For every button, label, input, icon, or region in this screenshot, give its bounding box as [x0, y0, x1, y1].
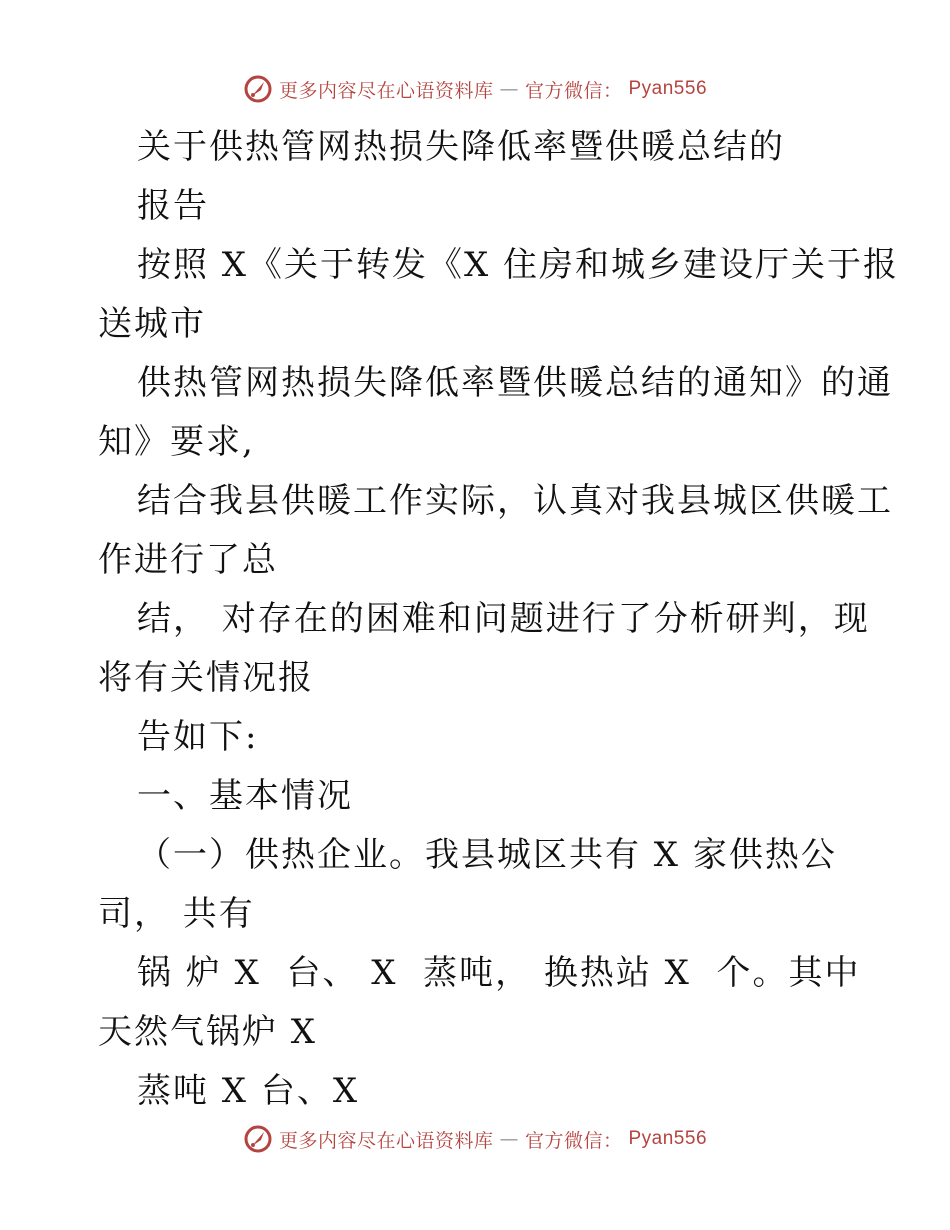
paragraph-line: 蒸吨 X 台、X [137, 1071, 360, 1111]
document-title-line-1: 关于供热管网热损失降低率暨供暖总结的 [137, 127, 785, 167]
paragraph-line: 供热管网热损失降低率暨供暖总结的通知》的通 [137, 363, 893, 403]
quill-circle-icon [243, 1124, 273, 1154]
paragraph-line: 结合我县供暖工作实际，认真对我县城区供暖工 [137, 481, 893, 521]
document-title-line-2: 报告 [137, 186, 209, 226]
watermark-suffix: 官方微信： [524, 1129, 623, 1152]
paragraph-line: 天然气锅炉 X [98, 1012, 318, 1052]
watermark-id: Pyan556 [628, 1128, 708, 1149]
watermark-brand: 更多内容尽在心语资料库 [278, 79, 494, 102]
watermark-id: Pyan556 [628, 78, 708, 99]
paragraph-line: 结， 对存在的困难和问题进行了分析研判，现 [137, 599, 870, 639]
paragraph-line: 知》要求, [98, 422, 255, 462]
paragraph-line: （一）供热企业。我县城区共有 X 家供热公 [137, 835, 837, 875]
section-heading: 一、基本情况 [137, 776, 353, 816]
paragraph-line: 将有关情况报 [98, 658, 314, 698]
paragraph-line: 按照 X《关于转发《X 住房和城乡建设厅关于报 [137, 245, 900, 285]
paragraph-line: 作进行了总 [98, 540, 278, 580]
watermark-footer [0, 1124, 950, 1154]
watermark-dash: — [499, 1128, 519, 1150]
paragraph-line: 锅 炉 X 台、 X 蒸吨， 换热站 X 个。其中 [137, 953, 861, 993]
paragraph-line: 送城市 [98, 304, 206, 344]
quill-circle-icon [243, 74, 273, 104]
watermark-header [0, 74, 950, 104]
paragraph-line: 告如下: [137, 717, 259, 757]
paragraph-line: 司， 共有 [98, 894, 255, 934]
watermark-suffix: 官方微信： [524, 79, 623, 102]
watermark-brand: 更多内容尽在心语资料库 [278, 1129, 494, 1152]
watermark-dash: — [499, 78, 519, 100]
